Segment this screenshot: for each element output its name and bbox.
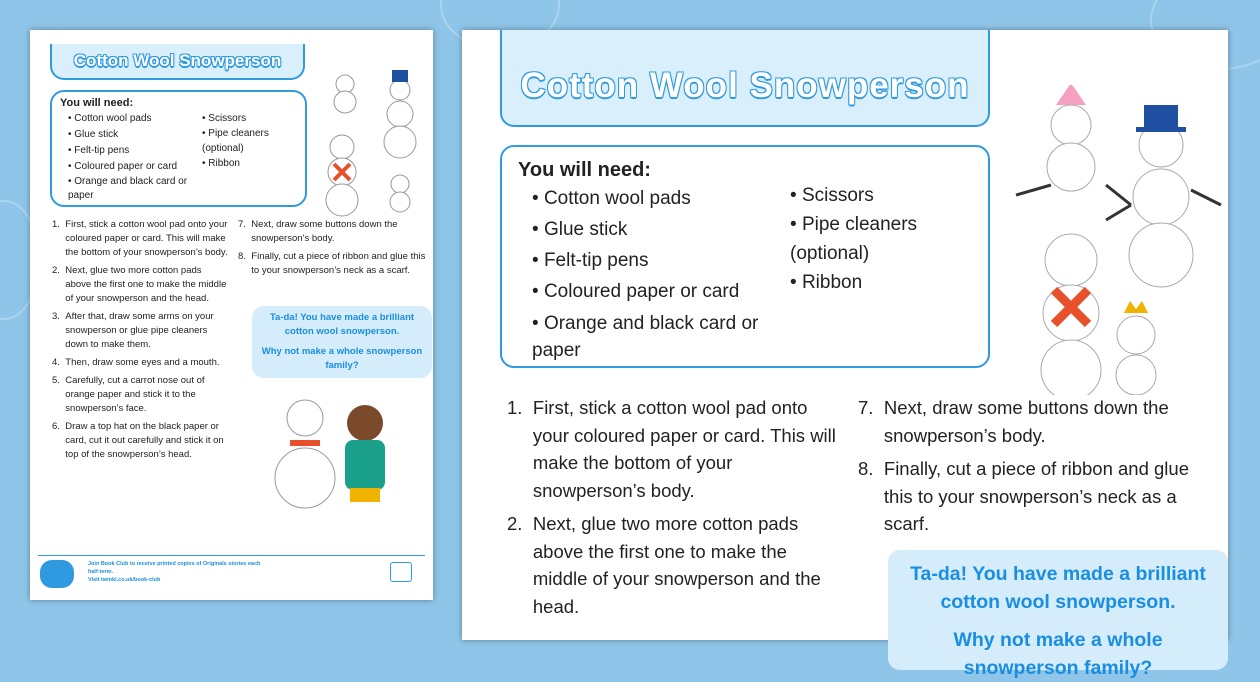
materials-box-large (500, 145, 990, 368)
step-text: After that, draw some arms on your snowperson or glue pipe cleaners down to make them. (65, 311, 214, 350)
material-item: • Ribbon (790, 268, 950, 297)
disclaimer (38, 542, 425, 556)
step-item (238, 250, 426, 278)
book-club-link: Visit twinkl.co.uk/book-club (88, 577, 161, 583)
material-item: • Pipe cleaners (optional) (202, 126, 287, 156)
step-item (858, 455, 1203, 538)
step-number: 7. (238, 219, 246, 230)
step-text: First, stick a cotton wool pad onto your coloured paper or card. This will make the bottom of your snowperson’s body. (532, 397, 836, 501)
book-club-text (88, 560, 268, 584)
material-item: • Coloured paper or card (68, 159, 193, 175)
materials-heading: You will need: (518, 159, 651, 181)
tada-text: Ta-da! You have made a brilliant cotton wool snowperson. (910, 563, 1206, 613)
step-number: 5. (52, 375, 60, 386)
badge-icon (390, 562, 412, 582)
step-item (52, 310, 230, 352)
step-number: 8. (238, 251, 246, 262)
step-item (238, 218, 426, 246)
step-item (507, 394, 837, 504)
step-number: 6. (52, 421, 60, 432)
step-text: Next, glue two more cotton pads above the first one to make the middle of your snowperson and the head. (532, 513, 821, 617)
material-item: • Glue stick (68, 127, 193, 143)
step-text: Next, draw some buttons down the snowperson’s body. (883, 397, 1169, 446)
tada-box (252, 306, 432, 378)
material-item: • Cotton wool pads (532, 183, 772, 214)
page-title: Cotton Wool Snowperson (50, 44, 305, 80)
materials-list (532, 183, 772, 364)
material-item: • Orange and black card or paper (532, 307, 772, 364)
snowpeople-illustration (310, 62, 433, 222)
step-text: First, stick a cotton wool pad onto your coloured paper or card. This will make the bottom of your snowperson’s body. (65, 219, 228, 258)
material-item: • Felt-tip pens (68, 143, 193, 159)
materials-list (68, 111, 193, 203)
materials-box (50, 90, 307, 207)
material-item: • Coloured paper or card (532, 276, 772, 307)
material-item: • Felt-tip pens (532, 245, 772, 276)
step-number: 1. (507, 397, 523, 418)
step-text: Draw a top hat on the black paper or card, cut it out carefully and stick it on top of the snowperson’s head. (65, 421, 224, 460)
step-item (52, 356, 230, 370)
page-title-large: Cotton Wool Snowperson (500, 30, 990, 127)
step-text: Carefully, cut a carrot nose out of orange paper and stick it to the snowperson’s face. (65, 375, 205, 414)
step-number: 1. (52, 219, 60, 230)
step-number: 3. (52, 311, 60, 322)
step-text: Next, glue two more cotton pads above the first one to make the middle of your snowperson and the head. (65, 265, 227, 304)
step-text: Finally, cut a piece of ribbon and glue this to your snowperson’s neck as a scarf. (251, 251, 426, 276)
materials-list-2 (790, 181, 950, 297)
step-text: Next, draw some buttons down the snowperson’s body. (251, 219, 398, 244)
step-number: 4. (52, 357, 60, 368)
steps-list-col1-large (507, 394, 837, 620)
step-number: 2. (507, 513, 523, 534)
material-item: • Cotton wool pads (68, 111, 193, 127)
steps-list-col2-large (858, 394, 1203, 538)
material-item: • Scissors (790, 181, 950, 210)
tada-text: Ta-da! You have made a brilliant cotton wool snowperson. (269, 312, 415, 337)
steps-list-col2 (238, 218, 426, 278)
materials-heading: You will need: (60, 97, 134, 109)
material-item: • Orange and black card or paper (68, 175, 193, 203)
step-item (52, 264, 230, 306)
worksheet-zoomed-page (462, 30, 1228, 679)
family-text: Why not make a whole snowperson family? (261, 346, 423, 371)
worksheet-preview-page (30, 30, 433, 600)
material-item: • Glue stick (532, 214, 772, 245)
step-number: 7. (858, 397, 874, 418)
tada-box-large (888, 550, 1228, 679)
step-text: Finally, cut a piece of ribbon and glue this to your snowperson’s neck as a scarf. (883, 458, 1189, 534)
snowpeople-illustration-large (996, 85, 1228, 395)
children-snowperson-illustration (255, 388, 430, 513)
step-item (52, 218, 230, 260)
material-item: • Ribbon (202, 156, 287, 171)
step-item (52, 420, 230, 462)
step-item (52, 374, 230, 416)
family-text: Why not make a whole snowperson family? (953, 629, 1163, 679)
steps-list-col1 (52, 218, 230, 462)
twinkl-logo (40, 560, 74, 588)
step-number: 8. (858, 458, 874, 479)
step-text: Then, draw some eyes and a mouth. (65, 357, 220, 368)
step-number: 2. (52, 265, 60, 276)
book-club-info: Join Book Club to receive printed copies of Originals stories each half-term. (88, 561, 261, 575)
material-item: • Pipe cleaners (optional) (790, 210, 950, 268)
material-item: • Scissors (202, 111, 287, 126)
step-item (858, 394, 1203, 449)
materials-list-2 (202, 111, 287, 171)
step-item (507, 510, 837, 620)
